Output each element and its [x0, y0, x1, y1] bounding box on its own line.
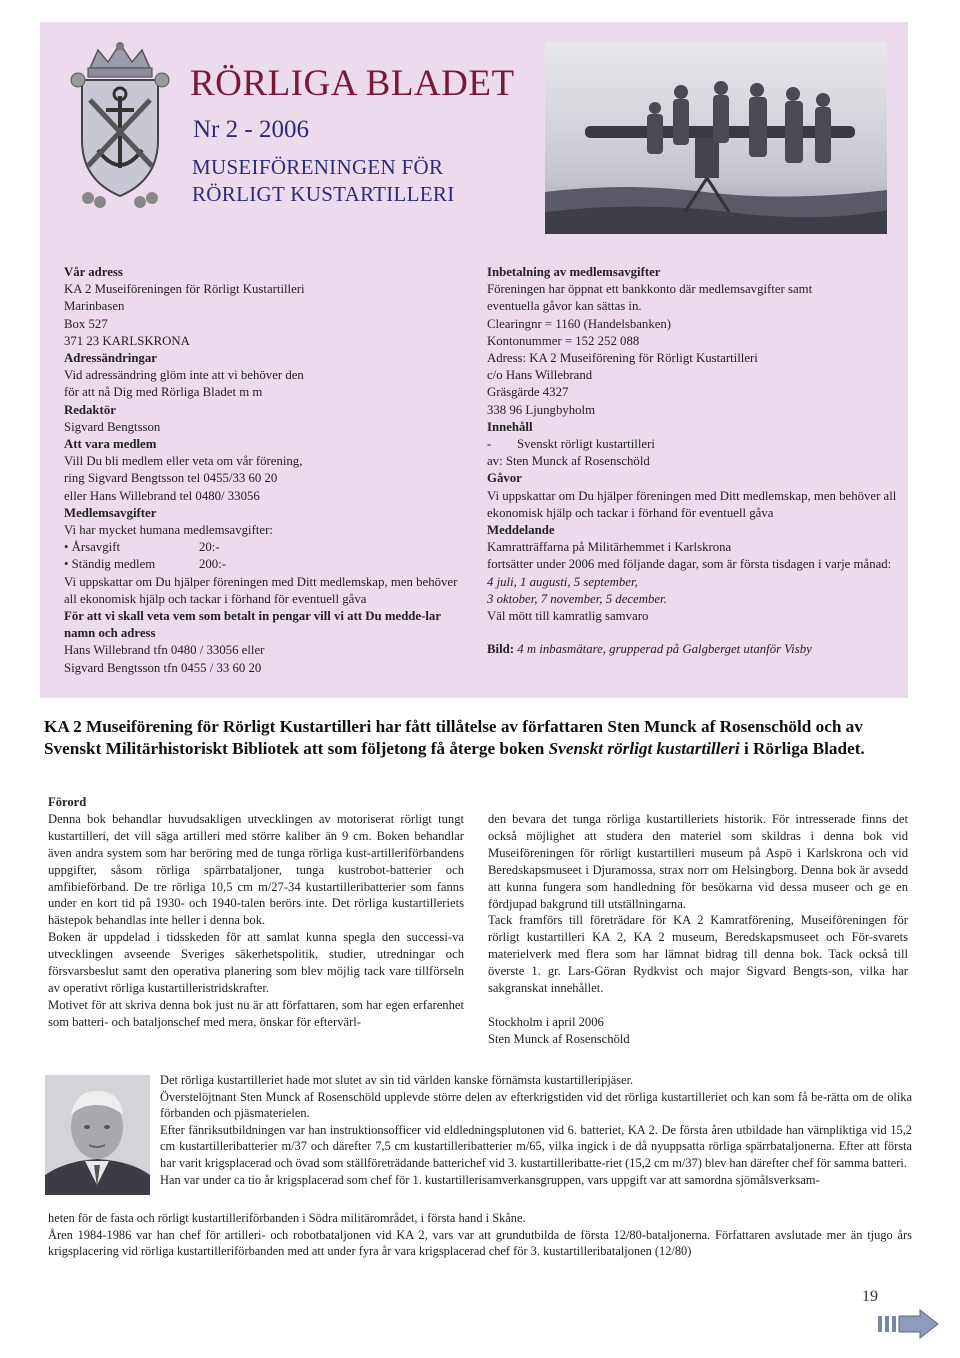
coat-of-arms-emblem — [60, 40, 180, 210]
page-number: 19 — [862, 1288, 878, 1305]
article-lead — [44, 716, 924, 761]
address-line: Marinbasen — [64, 299, 125, 314]
heading-editor: Redaktör — [64, 402, 116, 417]
payment-line: c/o Hans Willebrand — [487, 368, 593, 383]
organization-name-line-2: RÖRLIGT KUSTARTILLERI — [192, 182, 455, 206]
caption-label: Bild: — [487, 642, 515, 657]
fee-row — [64, 539, 468, 556]
meeting-dates: 4 juli, 1 augusti, 5 september, — [487, 574, 638, 589]
author-bio-bottom — [48, 1210, 912, 1260]
heading-contents: Innehåll — [487, 419, 533, 434]
notice-text: Kamratträffarna på Militärhemmet i Karlskrona — [487, 540, 732, 555]
payment-line: Clearingnr = 1160 (Handelsbanken) — [487, 316, 672, 331]
foreword-paragraph: Motivet för att skriva denna bok just nu är att författaren, som har egen erfarenhet som batteri- och bataljonschef med mera, önskar för eftervärl- — [48, 997, 464, 1029]
payment-line: Adress: KA 2 Museiförening för Rörligt Kustartilleri — [487, 351, 758, 366]
contents-title: Svenskt rörligt kustartilleri — [517, 437, 655, 452]
lead-book-title: Svenskt rörligt kustartilleri — [548, 739, 740, 759]
fee-value: 200:- — [199, 557, 227, 572]
payment-line: 338 96 Ljungbyholm — [487, 402, 596, 417]
payment-line: Kontonummer = 152 252 088 — [487, 333, 640, 348]
bio-paragraph: Efter fänriksutbildningen var han instruktionsofficer vid eldledningsplutonen vid 6. batteriet, KA 2. De första åren utbildade han värnpliktiga vid 15,2 cm kustartilleribatterier m/37 och därefter 7,5 cm kustartilleribatterier m/65, vilka ingick i de då nyuppsatta rörliga spärrbataljonerna. Efter att första har varit krigsplacerad och övad som ställföreträdande batterichef vid 3. kustartilleribatte-riet (15,2 cm m/37) blev han därefter chef för samma batteri. — [160, 1122, 912, 1170]
contact-line: Hans Willebrand tfn 0480 / 33056 eller — [64, 643, 265, 658]
cover-photo-rangefinder — [545, 42, 887, 234]
contents-item — [487, 436, 899, 453]
payment-line: eventuella gåvor kan sättas in. — [487, 299, 642, 314]
membership-text: eller Hans Willebrand tel 0480/ 33056 — [64, 488, 260, 503]
contact-line: Sigvard Bengtsson tfn 0455 / 33 60 20 — [64, 660, 262, 675]
lead-text-end: i Rörliga Bladet. — [743, 739, 865, 759]
fees-intro: Vi har mycket humana medlemsavgifter: — [64, 523, 273, 538]
heading-address-change: Adressändringar — [64, 351, 157, 366]
bio-paragraph: heten för de fasta och rörligt kustartilleriförbanden i Södra militärområdet, i första hand i Skåne. — [48, 1211, 526, 1225]
payment-line: Gräsgärde 4327 — [487, 385, 569, 400]
gifts-text: Vi uppskattar om Du hjälper föreningen med Ditt medlemskap, men behöver all ekonomisk hjälp och tackar i förhand för eventuell gåva — [487, 488, 897, 520]
foreword-heading: Förord — [48, 795, 87, 809]
notice-text: fortsätter under 2006 med följande dagar, som är första tisdagen i varje månad: — [487, 557, 892, 572]
foreword-paragraph: den bevara det tunga rörliga kustartilleriets historik. För intresserade finns det också möjlighet att studera den materiel som skildras i denna bok vid Museiföreningen för rörligt kustartilleri museum på Aspö i Karlskrona och vid Beredskapsmuseet i Djuramossa, strax norr om Helsingborg. Denna bok är avsedd att kunna fungera som handledning för besökarna vid dessa museer och ge en fördjupad bakgrund till utställningarna. — [488, 812, 908, 911]
heading-notice: Meddelande — [487, 523, 555, 538]
editor-name: Sigvard Bengtsson — [64, 419, 161, 434]
address-change-text: för att nå Dig med Rörliga Bladet m m — [64, 385, 263, 400]
fee-row — [64, 556, 468, 573]
newsletter-title: RÖRLIGA BLADET — [190, 63, 515, 104]
contents-author: av: Sten Munck af Rosenschöld — [487, 454, 650, 469]
meeting-dates: 3 oktober, 7 november, 5 december. — [487, 591, 667, 606]
closing-text: Väl mött till kamratlig samvaro — [487, 609, 649, 624]
bio-paragraph: Det rörliga kustartilleriet hade mot slutet av sin tid världen kanske förnämsta kustartilleripjäser. — [160, 1073, 634, 1087]
bio-paragraph: Han var under ca tio år krigsplacerad som chef för 1. kustartillerisamverkansgruppen, vars uppgift var att samordna sjömålsverksam- — [160, 1172, 820, 1187]
lead-text: KA 2 Museiförening för Rörligt Kustartilleri har fått tillåtelse av författaren Sten Munck af Rosenschöld och av Svenskt Militärhistoriskt Bibliotek att som följetong få återge boken — [44, 717, 863, 759]
author-portrait — [45, 1075, 150, 1195]
issue-number: Nr 2 - 2006 — [193, 116, 309, 143]
membership-text: ring Sigvard Bengtsson tel 0455/33 60 20 — [64, 471, 278, 486]
foreword-column-right — [488, 811, 908, 1048]
heading-address: Vår adress — [64, 265, 123, 279]
bio-paragraph: Överstelöjtnant Sten Munck af Rosenschöld upplevde större delen av efterkrigstiden vid det rörliga kustartilleriet och kan som få be-rätta om de olika förbanden och pjäsmaterielen. — [160, 1089, 912, 1121]
heading-fees: Medlemsavgifter — [64, 505, 157, 520]
bio-paragraph: Åren 1984-1986 var han chef för artilleri- och robotbataljonen vid KA 2, vars var att grundutbilda de första 12/80-bataljonerna. Författaren avslutade mer än tjugo års krigsplacering vid rörliga kustartilleriförbanden med att under fyra år vara krigsplacerad chef för 3. kustartilleribataljonen (12/80) — [48, 1227, 912, 1259]
heading-payment: Inbetalning av medlemsavgifter — [487, 265, 661, 279]
fee-label: • Ständig medlem — [64, 557, 156, 572]
payment-line: Föreningen har öppnat ett bankkonto där medlemsavgifter samt — [487, 282, 813, 297]
heading-gifts: Gåvor — [487, 471, 522, 486]
thanks-text: Vi uppskattar om Du hjälper föreningen med Ditt medlemskap, men behöver all ekonomisk hjälp och tackar i förhand för eventuell gåva — [64, 574, 458, 606]
foreword-paragraph: Denna bok behandlar huvudsakligen utvecklingen av motoriserat rörligt tungt kustartilleri, det vill säga artilleri med större kaliber än 9 cm. Boken behandlar även andra system som har beröring med de tunga rörliga kust-artilleriförbandens uppgifter, såsom rörliga spärrbataljoner, tunga kustrobot-batterier och amfibieförband. De tre rörliga 10,5 cm m/27-34 kustartilleribatterier som fanns under en kort tid på 1930- och 1940-talen berörs inte. Det rörliga kustartilleriets hästepok behandlas inte heller i denna bok. — [48, 811, 464, 928]
photo-caption — [487, 641, 899, 658]
info-column-left — [64, 264, 468, 677]
author-bio-top — [160, 1072, 912, 1188]
signature-name: Sten Munck af Rosenschöld — [488, 1031, 630, 1046]
signature-place: Stockholm i april 2006 — [488, 1014, 604, 1029]
fee-label: • Årsavgift — [64, 540, 121, 555]
organization-name-line-1: MUSEIFÖRENINGEN FÖR — [192, 155, 444, 179]
heading-payment-notice: För att vi skall veta vem som betalt in pengar vill vi att Du medde-lar namn och adress — [64, 609, 441, 641]
fee-value: 20:- — [199, 540, 220, 555]
address-change-text: Vid adressändring glöm inte att vi behöver den — [64, 368, 304, 383]
address-line: KA 2 Museiföreningen för Rörligt Kustartilleri — [64, 282, 305, 297]
foreword-paragraph: Tack framförs till företrädare för KA 2 Kamratförening, Museiföreningen för rörligt kustartilleri KA 2, KA 2 museum, Beredskapsmuseet och För-svarets materielverk med flera som har lämnat bidrag till denna bok. Tack också till överste 1. gr. Lars-Göran Rydkvist och major Sigvard Bengts-son, vilka har sakgranskat innehållet. — [488, 913, 908, 996]
address-line: 371 23 KARLSKRONA — [64, 333, 190, 348]
foreword-paragraph: Boken är uppdelad i tidsskeden för att samlat kunna spegla den successi-va utvecklingen avseende Sveriges säkerhetspolitik, studier, utredningar och försvarsbeslut samt den operativa planering som blev möjlig tack vare tillförseln av operativt rörliga kustartilleristridskrafter. — [48, 930, 464, 995]
membership-text: Vill Du bli medlem eller veta om vår förening, — [64, 454, 303, 469]
address-line: Box 527 — [64, 316, 108, 331]
foreword-column-left — [48, 794, 464, 1031]
caption-text: 4 m inbasmätare, grupperad på Galgberget utanför Visby — [517, 642, 812, 657]
organization-name — [192, 154, 455, 208]
info-column-right — [487, 264, 899, 658]
next-page-arrow-icon[interactable] — [876, 1308, 940, 1340]
heading-membership: Att vara medlem — [64, 437, 157, 452]
contents-dash: - — [487, 437, 492, 452]
